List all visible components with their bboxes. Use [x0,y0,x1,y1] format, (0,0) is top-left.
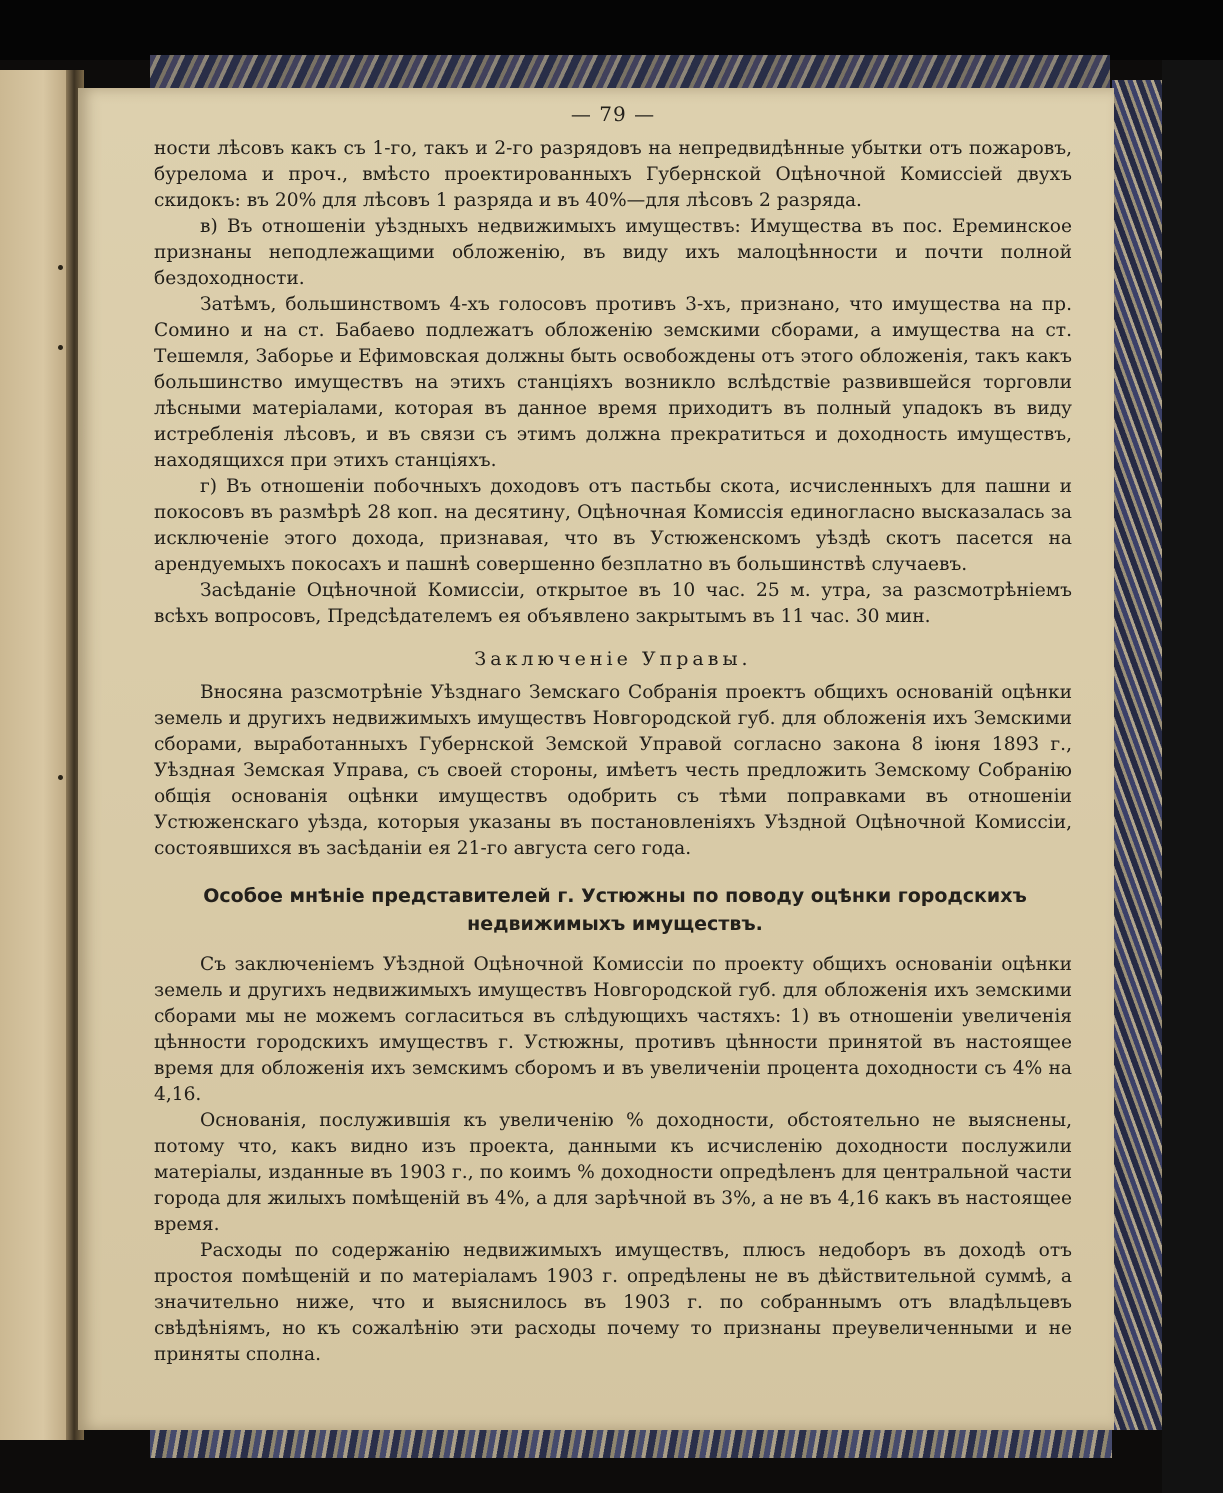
paragraph: Затѣмъ, большинствомъ 4-хъ голосовъ противъ 3-хъ, признано, что имущества на пр. Сомино и на ст. Бабаево подлежатъ обложенію земскими сборами, а имущества на ст. Тешемля, Заборье и Ефимовская должны быть освобождены отъ этого обложенія, такъ какъ большинство имуществъ на этихъ станціяхъ возникло вслѣдствіе развившейся торговли лѣсными матеріалами, которая въ данное время приходитъ въ полный упадокъ въ виду истребленія лѣсовъ, и въ связи съ этимъ должна прекратиться и доходность имуществъ, находящихся при этихъ станціяхъ. [154,294,1072,471]
scan-background-top [0,0,1223,60]
paragraph: ности лѣсовъ какъ съ 1-го, такъ и 2-го разрядовъ на непредвидѣнные убытки отъ пожаровъ, бурелома и проч., вмѣсто проектированныхъ Губернской Оцѣночной Комиссіей двухъ скидокъ: въ 20% для лѣсовъ 1 разряда и въ 40%—для лѣсовъ 2 разряда. [154,138,1072,211]
opinion-paragraph: Расходы по содержанію недвижимыхъ имуществъ, плюсъ недоборъ въ доходѣ отъ простоя помѣщеній и по матеріаламъ 1903 г. опредѣлены не въ дѣйствительной суммѣ, а значительно ниже, что и выяснилось въ 1903 г. по собраннымъ отъ владѣльцевъ свѣдѣніямъ, но къ сожалѣнію эти расходы почему то признаны преувеличенными и не приняты сполна. [154,1240,1072,1365]
paragraph: Засѣданіе Оцѣночной Комиссіи, открытое въ 10 час. 25 м. утра, за разсмотрѣніемъ всѣхъ вопросовъ, Предсѣдателемъ ея объявлено закрытымъ въ 11 час. 30 мин. [154,580,1072,627]
paragraph: г) Въ отношеніи побочныхъ доходовъ отъ пастьбы скота, исчисленныхъ для пашни и покосовъ въ размѣрѣ 28 коп. на десятину, Оцѣночная Комиссія единогласно высказалась за исключеніе этого дохода, признавая, что въ Устюженскомъ уѣздѣ скотъ пасется на арендуемыхъ покосахъ и пашнѣ совершенно безплатно въ большинствѣ случаевъ. [154,476,1072,575]
conclusion-paragraph: Вносяна разсмотрѣніе Уѣзднаго Земскаго Собранія проектъ общихъ основаній оцѣнки земель и другихъ недвижимыхъ имуществъ Новгородской губ. для обложенія ихъ Земскими сборами, выработанныхъ Губернской Земской Управой согласно закона 8 іюня 1893 г., Уѣздная Земская Управа, съ своей стороны, имѣетъ честь предложить Земскому Собранію общія основанія оцѣнки имуществъ одобрить съ тѣми поправками въ отношеніи Устюженскаго уѣзда, которыя указаны въ постановленіяхъ Уѣздной Оцѣночной Комиссіи, состоявшихся въ засѣданіи ея 21-го августа сего года. [154,682,1072,859]
section-heading: Заключеніе Управы. [474,648,752,670]
opinion-paragraph: Основанія, послужившія къ увеличенію % доходности, обстоятельно не выяснены, потому что, какъ видно изъ проекта, данными къ исчисленію доходности послужили матеріалы, изданные въ 1903 г., по коимъ % доходности опредѣленъ для центральной части города для жилыхъ помѣщеній въ 4%, а для зарѣчной въ 3%, а не въ 4,16 какъ въ настоящее время. [154,1110,1072,1235]
scan-background-right [1162,60,1223,1493]
page-text [154,102,1072,1368]
book-page [78,88,1114,1430]
left-page-edge [0,70,72,1440]
page-number: — 79 — [570,102,656,126]
margin-mark [58,775,63,780]
opinion-heading: Особое мнѣніе представителей г. Устюжны по поводу оцѣнки городскихъ недвижимыхъ имуществъ. [203,885,1027,935]
margin-mark [58,265,63,270]
margin-mark [58,345,63,350]
marbled-edge-right [1112,80,1162,1430]
paragraph: в) Въ отношеніи уѣздныхъ недвижимыхъ имуществъ: Имущества въ пос. Ереминское признаны неподлежащими обложенію, въ виду ихъ малоцѣнности и почти полной бездоходности. [154,216,1072,289]
marbled-edge-bottom [150,1428,1112,1458]
opinion-paragraph: Съ заключеніемъ Уѣздной Оцѣночной Комиссіи по проекту общихъ основаніи оцѣнки земель и другихъ недвижимыхъ имуществъ Новгородской губ. для обложенія ихъ земскими сборами мы не можемъ согласиться въ слѣдующихъ частяхъ: 1) въ отношеніи увеличенія цѣнности городскихъ имуществъ г. Устюжны, противъ цѣнности принятой въ настоящее время для обложенія ихъ земскимъ сборомъ и въ увеличеніи процента доходности съ 4% на 4,16. [154,954,1072,1105]
